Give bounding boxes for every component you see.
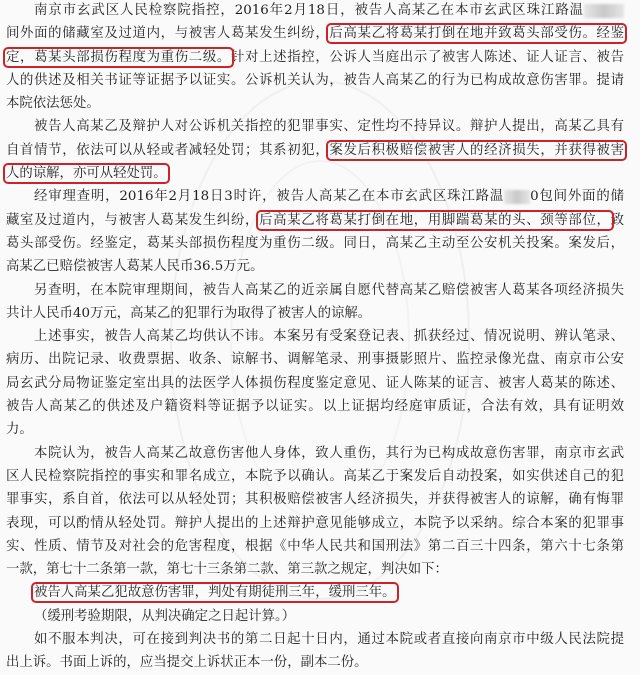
- text-line: [6, 255, 624, 278]
- text-segment: 自首情节，依法可以从轻或者减轻处罚；其系初犯，: [6, 142, 330, 158]
- text-segment: 经审理查明，2016年2月18日3时许，被告人高某乙在本市玄武区珠江路温: [34, 189, 505, 205]
- text-line: [6, 628, 624, 651]
- text-segment: 一款，第七十二条第一款，第七十三条第二款、第三款之规定，判决如下：: [6, 562, 448, 578]
- text-line: [6, 209, 624, 232]
- text-line: [6, 512, 624, 535]
- text-segment: 如不服本判决，可在接到判决书的第二日起十日内，通过本院或者直接向南京市中级人民法院提: [34, 632, 624, 648]
- text-line: [6, 558, 624, 581]
- text-segment: 藏室及过道内，与被害人葛某发生纠纷，: [6, 212, 260, 228]
- text-segment: 本院依法惩处。: [6, 96, 100, 112]
- text-segment: 0包间外面的储: [530, 189, 624, 205]
- text-line: [6, 302, 624, 325]
- text-line: [6, 395, 624, 418]
- text-segment: 区人民检察院指控的事实和罪名成立，本院予以确认。高某乙于案发后自动投案，如实供述自己的犯: [6, 468, 624, 484]
- text-line: [6, 22, 624, 45]
- text-segment: 致: [610, 212, 624, 228]
- text-segment: 被告人高某乙及辩护人对公诉机关指控的犯罪事实、定性均不持异议。辩护人提出，高某乙具有: [34, 119, 624, 135]
- text-segment: 被告人高某乙的供述及户籍资料等证据予以证实。以上证据均经庭审质证，合法有效，具有证明效: [6, 399, 624, 415]
- text-segment: （缓刑考验期限，从判决确定之日起计算。）: [34, 608, 296, 624]
- text-segment: 出上诉。书面上诉的，应当提交上诉状正本一份，副本二份。: [6, 655, 368, 671]
- text-line: [6, 651, 624, 674]
- text-segment: 间外面的储藏室及过道内，与被害人葛某发生纠纷，: [6, 26, 330, 42]
- text-segment: 葛头部受伤。经鉴定，葛某头部损伤程度为重伤二级。同日，高某乙主动至公安机关投案。案发后，: [6, 235, 624, 251]
- redacted-text: [504, 190, 530, 204]
- text-segment: 实、性质、情节及对社会的危害程度，根据《中华人民共和国刑法》第二百三十四条，第六十七条第: [6, 538, 624, 554]
- text-line: [6, 232, 624, 255]
- highlighted-text: 案发后积极赔偿被害人的经济损失，并获得被害: [329, 142, 625, 158]
- text-segment: 病历、出院记录、收费票据、收条、谅解书、调解笔录、刑事摄影照片、监控录像光盘、南京市公安: [6, 352, 624, 368]
- text-line: [6, 372, 624, 395]
- text-line: [6, 162, 624, 185]
- text-line: [6, 46, 624, 69]
- text-line: [6, 535, 624, 558]
- highlighted-text: 后高某乙将葛某打倒在地，用脚踹葛某的头、颈等部位，: [259, 212, 611, 228]
- text-segment: 高某乙已赔偿被害人葛某人民币36.5万元。: [6, 259, 264, 275]
- highlighted-text: 被告人高某乙犯故意伤害罪，判处有期徒刑三年，缓刑三年。: [34, 585, 396, 601]
- text-segment: 上述事实，被告人高某乙均供认不讳。本案另有受案登记表、抓获经过、情况说明、辨认笔录、: [34, 329, 624, 345]
- text-line: [6, 348, 624, 371]
- text-line: [6, 92, 624, 115]
- text-line: [6, 0, 624, 22]
- text-line: [6, 69, 624, 92]
- text-segment: 罪事实，系自首，依法可以从轻处罚；其积极赔偿被害人经济损失，并获得被害人的谅解，确有悔罪: [6, 492, 624, 508]
- text-segment: 另查明，在本院审理期间，被告人高某乙的近亲属自愿代替高某乙赔偿被害人葛某各项经济损失: [34, 282, 624, 298]
- text-segment: 力。: [6, 422, 33, 438]
- text-line: [6, 488, 624, 511]
- text-segment: 局玄武分局物证鉴定室出具的法医学人体损伤程度鉴定意见、证人陈某的证言、被害人葛某的陈述、: [6, 375, 624, 391]
- highlighted-text: 后高某乙将葛某打倒在地并致葛头部受伤。经鉴: [329, 26, 625, 42]
- text-line: [6, 325, 624, 348]
- text-line: [6, 581, 624, 604]
- text-line: [6, 418, 624, 441]
- text-line: [6, 139, 624, 162]
- highlighted-text: 人的谅解，亦可从轻处罚。: [6, 166, 167, 182]
- text-segment: 针对上述指控，公诉人当庭出示了被害人陈述、证人证言、被告: [230, 49, 625, 65]
- text-line: [6, 115, 624, 138]
- text-segment: 表现，可以酌情从轻处罚。辩护人提出的上述辩护意见能够成立，本院予以采纳。综合本案的犯罪事: [6, 515, 624, 531]
- text-line: [6, 279, 624, 302]
- text-line: [6, 185, 624, 208]
- text-line: [6, 605, 624, 628]
- text-segment: 南京市玄武区人民检察院指控，2016年2月18日，被告人高某乙在本市玄武区珠江路温: [34, 3, 584, 18]
- judgment-document: [6, 0, 624, 675]
- text-line: [6, 465, 624, 488]
- text-segment: 共计人民币40万元，高某乙的犯罪行为取得了被害人的谅解。: [6, 305, 372, 321]
- text-line: [6, 442, 624, 465]
- text-segment: 本院认为，被告人高某乙故意伤害他人身体，致人重伤，其行为已构成故意伤害罪，南京市玄武: [34, 445, 624, 461]
- highlighted-text: 定，葛某头部损伤程度为重伤二级。: [6, 49, 231, 65]
- redacted-text: [584, 4, 624, 18]
- text-segment: 人的供述及相关书证等证据予以证实。公诉机关认为，被告人高某乙的行为已构成故意伤害罪。提请: [6, 72, 624, 88]
